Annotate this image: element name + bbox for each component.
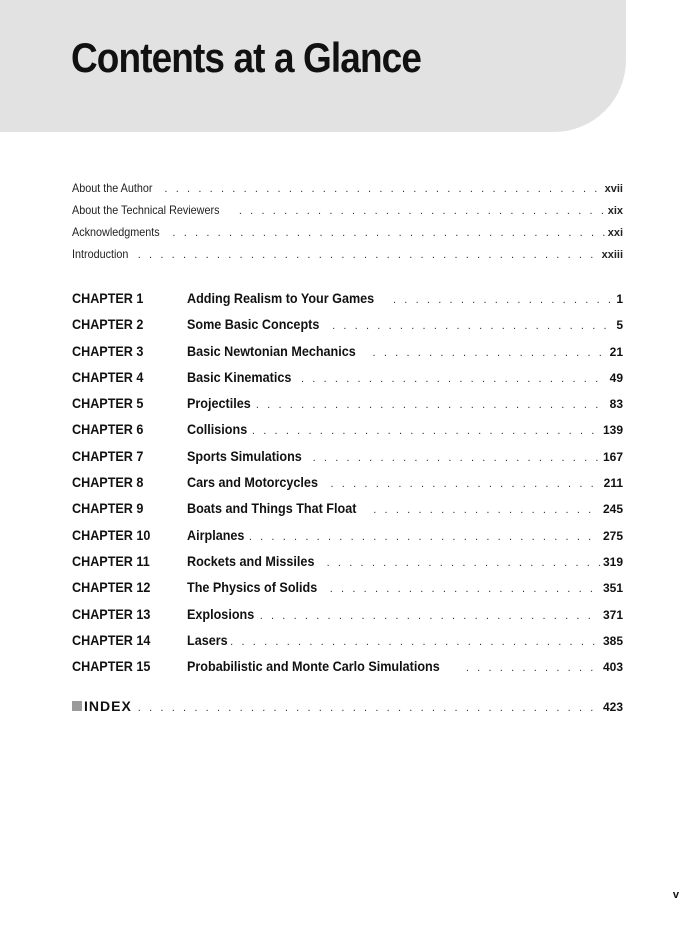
chapter-page: 385 [602,633,623,648]
toc-entry-introduction[interactable] [72,247,623,269]
index-square-icon [72,701,82,711]
chapter-number: CHAPTER 7 [72,447,144,464]
chapter-title: Some Basic Concepts [187,316,320,333]
front-matter-list [72,181,623,269]
chapter-page: 245 [602,502,623,517]
toc-entry-technical-reviewers[interactable] [72,203,623,225]
dot-leader [327,557,600,569]
chapter-page: 351 [602,581,623,596]
dot-leader [256,399,607,411]
dot-leader [252,425,600,437]
dot-leader [301,373,607,385]
toc-entry-page: xxi [607,227,623,239]
chapter-list [72,290,623,684]
chapter-entry-8[interactable] [72,474,623,500]
chapter-page: 1 [616,292,623,306]
dot-leader [164,183,601,195]
chapter-page: 403 [602,660,623,675]
chapter-page: 49 [609,370,623,385]
chapter-entry-9[interactable] [72,500,623,526]
toc-entry-index[interactable] [72,698,623,714]
chapter-entry-6[interactable] [72,421,623,447]
chapter-entry-11[interactable] [72,553,623,579]
toc-entry-page: xxiii [601,249,623,261]
chapter-title: Cars and Motorcycles [187,474,318,491]
toc-entry-label: Acknowledgments [72,225,160,239]
chapter-title: Airplanes [187,526,245,543]
index-page: 423 [602,700,623,714]
chapter-title: Explosions [187,605,255,622]
chapter-page: 319 [602,554,623,569]
chapter-entry-13[interactable] [72,606,623,632]
chapter-entry-12[interactable] [72,579,623,605]
chapter-title: The Physics of Solids [187,579,318,596]
chapter-number: CHAPTER 15 [72,658,151,675]
chapter-page: 211 [603,476,623,491]
dot-leader [331,478,601,490]
chapter-entry-4[interactable] [72,369,623,395]
chapter-number: CHAPTER 12 [72,579,151,596]
dot-leader [230,636,600,648]
chapter-number: CHAPTER 4 [72,368,144,385]
chapter-number: CHAPTER 11 [72,552,150,569]
chapter-number: CHAPTER 2 [72,316,144,333]
toc-entry-label: About the Technical Reviewers [72,203,220,217]
chapter-number: CHAPTER 14 [72,631,151,648]
chapter-entry-14[interactable] [72,632,623,658]
dot-leader [260,610,600,622]
chapter-page: 83 [609,397,623,412]
dot-leader [393,294,613,306]
chapter-page: 21 [609,344,623,359]
chapter-number: CHAPTER 3 [72,342,144,359]
dot-leader [466,662,600,674]
chapter-number: CHAPTER 5 [72,395,144,412]
chapter-title: Boats and Things That Float [187,500,357,517]
chapter-page: 139 [602,423,623,438]
toc-entry-acknowledgments[interactable] [72,225,623,247]
chapter-entry-15[interactable] [72,658,623,684]
dot-leader [332,320,613,332]
chapter-entry-1[interactable] [72,290,623,316]
chapter-entry-3[interactable] [72,343,623,369]
index-label: INDEX [84,698,132,714]
chapter-title: Probabilistic and Monte Carlo Simulations [187,658,440,675]
chapter-title: Sports Simulations [187,447,302,464]
chapter-title: Lasers [187,631,228,648]
chapter-page: 371 [602,607,623,622]
dot-leader [138,702,600,714]
chapter-page: 275 [602,528,623,543]
chapter-title: Basic Newtonian Mechanics [187,342,356,359]
chapter-title: Adding Realism to Your Games [187,290,375,306]
dot-leader [373,347,607,359]
dot-leader [249,531,600,543]
toc-entry-label: About the Author [72,181,153,195]
chapter-title: Projectiles [187,395,251,412]
toc-entry-page: xix [607,205,623,217]
chapter-title: Rockets and Missiles [187,552,315,569]
page-folio: v [672,889,679,901]
chapter-number: CHAPTER 1 [72,290,144,306]
chapter-page: 5 [616,318,623,333]
toc-entry-about-author[interactable] [72,181,623,203]
chapter-entry-2[interactable] [72,316,623,342]
page-title: Contents at a Glance [71,34,422,81]
chapter-title: Basic Kinematics [187,368,292,385]
dot-leader [239,205,605,217]
chapter-number: CHAPTER 13 [72,605,151,622]
chapter-entry-7[interactable] [72,448,623,474]
chapter-entry-10[interactable] [72,527,623,553]
dot-leader [330,583,600,595]
toc-entry-label: Introduction [72,247,129,261]
chapter-number: CHAPTER 9 [72,500,144,517]
toc-entry-page: xvii [604,183,623,195]
dot-leader [313,452,600,464]
dot-leader [373,504,600,516]
dot-leader [172,227,604,239]
chapter-number: CHAPTER 6 [72,421,144,438]
chapter-number: CHAPTER 8 [72,474,144,491]
dot-leader [138,249,599,261]
chapter-page: 167 [602,449,623,464]
chapter-title: Collisions [187,421,248,438]
chapter-entry-5[interactable] [72,395,623,421]
chapter-number: CHAPTER 10 [72,526,151,543]
